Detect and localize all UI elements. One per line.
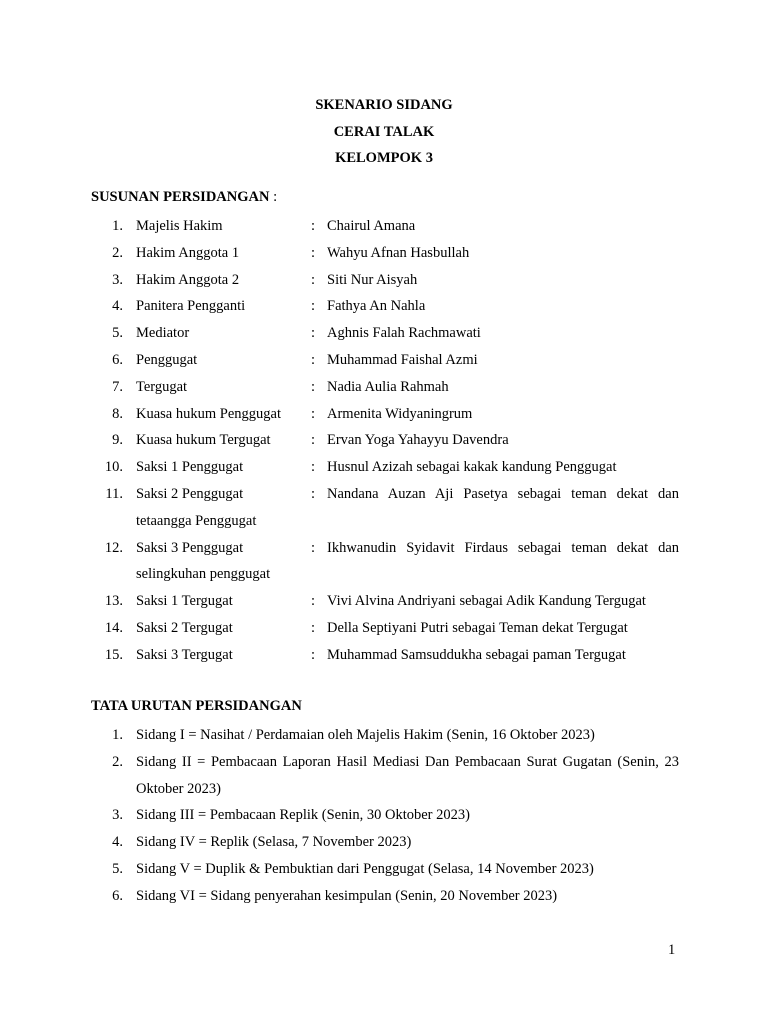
order-item (91, 856, 679, 883)
roster-item-number: 10. (104, 459, 123, 476)
title-line-2: CERAI TALAK (333, 123, 435, 140)
roster-item-role: Majelis Hakim (136, 218, 223, 234)
roster-item-role: Tergugat (136, 378, 188, 395)
roster-item-role: Saksi 2 Tergugat (136, 619, 233, 636)
roster-item (91, 427, 679, 454)
title-line-3: KELOMPOK 3 (335, 150, 433, 166)
roster-item-name: Della Septiyani Putri sebagai Teman dekat Tergugat (327, 619, 628, 636)
roster-item-colon: : (311, 244, 316, 261)
roster-item (91, 293, 679, 320)
roster-item-colon: : (311, 405, 316, 422)
roster-item-colon: : (311, 378, 316, 395)
order-item (91, 802, 679, 829)
roster-heading-colon: : (269, 189, 278, 205)
roster-item-name: Nandana Auzan Aji Pasetya sebagai teman dekat dan (327, 485, 679, 502)
roster-item-name: Aghnis Falah Rachmawati (327, 325, 481, 342)
order-item-number: 6. (112, 887, 123, 904)
roster-item-number: 14. (104, 619, 123, 636)
order-item-number: 3. (112, 807, 123, 824)
order-item-number: 1. (112, 727, 123, 743)
roster-item-number: 4. (112, 298, 123, 315)
roster-item (91, 267, 679, 294)
roster-item-number: 6. (112, 351, 123, 368)
roster-item-number: 9. (112, 432, 123, 449)
roster-item (91, 213, 679, 240)
roster-item-name: Vivi Alvina Andriyani sebagai Adik Kandung Tergugat (327, 593, 646, 610)
document-title (0, 92, 768, 172)
roster-item-number: 13. (104, 593, 123, 610)
order-item (91, 829, 679, 856)
roster-item-role: Hakim Anggota 1 (136, 244, 240, 261)
roster-item (91, 615, 679, 642)
roster-item-role: Kuasa hukum Tergugat (136, 432, 271, 449)
roster-heading-text: SUSUNAN PERSIDANGAN (91, 189, 270, 205)
roster-item-number: 1. (112, 218, 123, 234)
roster-item-continuation: selingkuhan penggugat (136, 566, 271, 583)
roster-item-name: Muhammad Faishal Azmi (327, 351, 478, 368)
roster-item-number: 3. (112, 271, 123, 288)
order-item-text: Sidang V = Duplik & Pembuktian dari Penggugat (Selasa, 14 November 2023) (136, 860, 594, 877)
roster-item-colon: : (311, 539, 316, 556)
roster-item (91, 240, 679, 267)
order-list (91, 722, 679, 910)
roster-item-colon: : (311, 218, 316, 234)
order-item-text: Sidang III = Pembacaan Replik (Senin, 30 Oktober 2023) (136, 807, 470, 824)
roster-item-name: Armenita Widyaningrum (327, 405, 473, 422)
roster-item (91, 535, 679, 562)
roster-item (91, 588, 679, 615)
roster-item (91, 374, 679, 401)
roster-item (91, 401, 679, 428)
roster-item-colon: : (311, 646, 316, 663)
roster-item-role: Saksi 3 Tergugat (136, 646, 233, 663)
roster-item (91, 454, 679, 481)
roster-item-role: Saksi 1 Penggugat (136, 459, 244, 476)
roster-item-number: 8. (112, 405, 123, 422)
order-item-text: Sidang I = Nasihat / Perdamaian oleh Majelis Hakim (Senin, 16 Oktober 2023) (136, 727, 595, 743)
roster-item-number: 12. (104, 539, 123, 556)
roster-item-role: Penggugat (136, 351, 198, 368)
order-item-number: 5. (112, 860, 123, 877)
roster-item-continuation: tetaangga Penggugat (136, 512, 257, 529)
roster-item (91, 320, 679, 347)
roster-item-colon: : (311, 298, 316, 315)
roster-item-colon: : (311, 459, 316, 476)
roster-item-role: Kuasa hukum Penggugat (136, 405, 281, 422)
roster-item (91, 347, 679, 374)
title-line-1: SKENARIO SIDANG (315, 97, 453, 113)
roster-item-role: Saksi 2 Penggugat (136, 485, 244, 502)
roster-item-role: Saksi 1 Tergugat (136, 593, 233, 610)
order-item-number: 2. (112, 753, 123, 770)
order-item-text: Sidang II = Pembacaan Laporan Hasil Mediasi Dan Pembacaan Surat Gugatan (Senin, 23 Oktober 2023) (136, 753, 679, 797)
roster-item-colon: : (311, 432, 316, 449)
roster-item-number: 5. (112, 325, 123, 342)
roster-item-number: 7. (112, 378, 123, 395)
roster-item-number: 2. (112, 244, 123, 261)
roster-item-name: Wahyu Afnan Hasbullah (327, 244, 470, 261)
roster-item-number: 15. (104, 646, 123, 663)
roster-item (91, 481, 679, 508)
roster-item-role: Hakim Anggota 2 (136, 271, 240, 288)
order-item-text: Sidang VI = Sidang penyerahan kesimpulan (Senin, 20 November 2023) (136, 887, 558, 904)
page-number: 1 (668, 942, 676, 958)
roster-item-name: Ervan Yoga Yahayyu Davendra (327, 432, 509, 449)
roster-item-role: Saksi 3 Penggugat (136, 539, 244, 556)
order-item-text: Sidang IV = Replik (Selasa, 7 November 2023) (136, 834, 412, 851)
roster-item-colon: : (311, 271, 316, 288)
roster-item-colon: : (311, 619, 316, 636)
roster-item-name: Husnul Azizah sebagai kakak kandung Penggugat (327, 459, 617, 476)
order-item-number: 4. (112, 834, 123, 851)
roster-item-colon: : (311, 485, 316, 502)
roster-item-colon: : (311, 351, 316, 368)
roster-item-role: Panitera Pengganti (136, 298, 246, 315)
roster-item-number: 11. (105, 485, 123, 502)
roster-item-colon: : (311, 325, 316, 342)
roster-item-name: Muhammad Samsuddukha sebagai paman Tergugat (327, 646, 626, 663)
roster-item-colon: : (311, 593, 316, 610)
roster-heading (91, 189, 277, 206)
order-item (91, 749, 679, 803)
order-item (91, 722, 679, 749)
roster-item-name: Ikhwanudin Syidavit Firdaus sebagai teman dekat dan (327, 539, 679, 556)
roster-item-name: Siti Nur Aisyah (327, 271, 418, 288)
order-item (91, 883, 679, 910)
roster-item-role: Mediator (136, 325, 190, 342)
roster-item-name: Fathya An Nahla (327, 298, 426, 315)
roster-item-name: Chairul Amana (327, 218, 416, 234)
roster-list (91, 213, 679, 669)
roster-item (91, 642, 679, 669)
roster-item-name: Nadia Aulia Rahmah (327, 378, 449, 395)
order-heading: TATA URUTAN PERSIDANGAN (91, 698, 302, 714)
